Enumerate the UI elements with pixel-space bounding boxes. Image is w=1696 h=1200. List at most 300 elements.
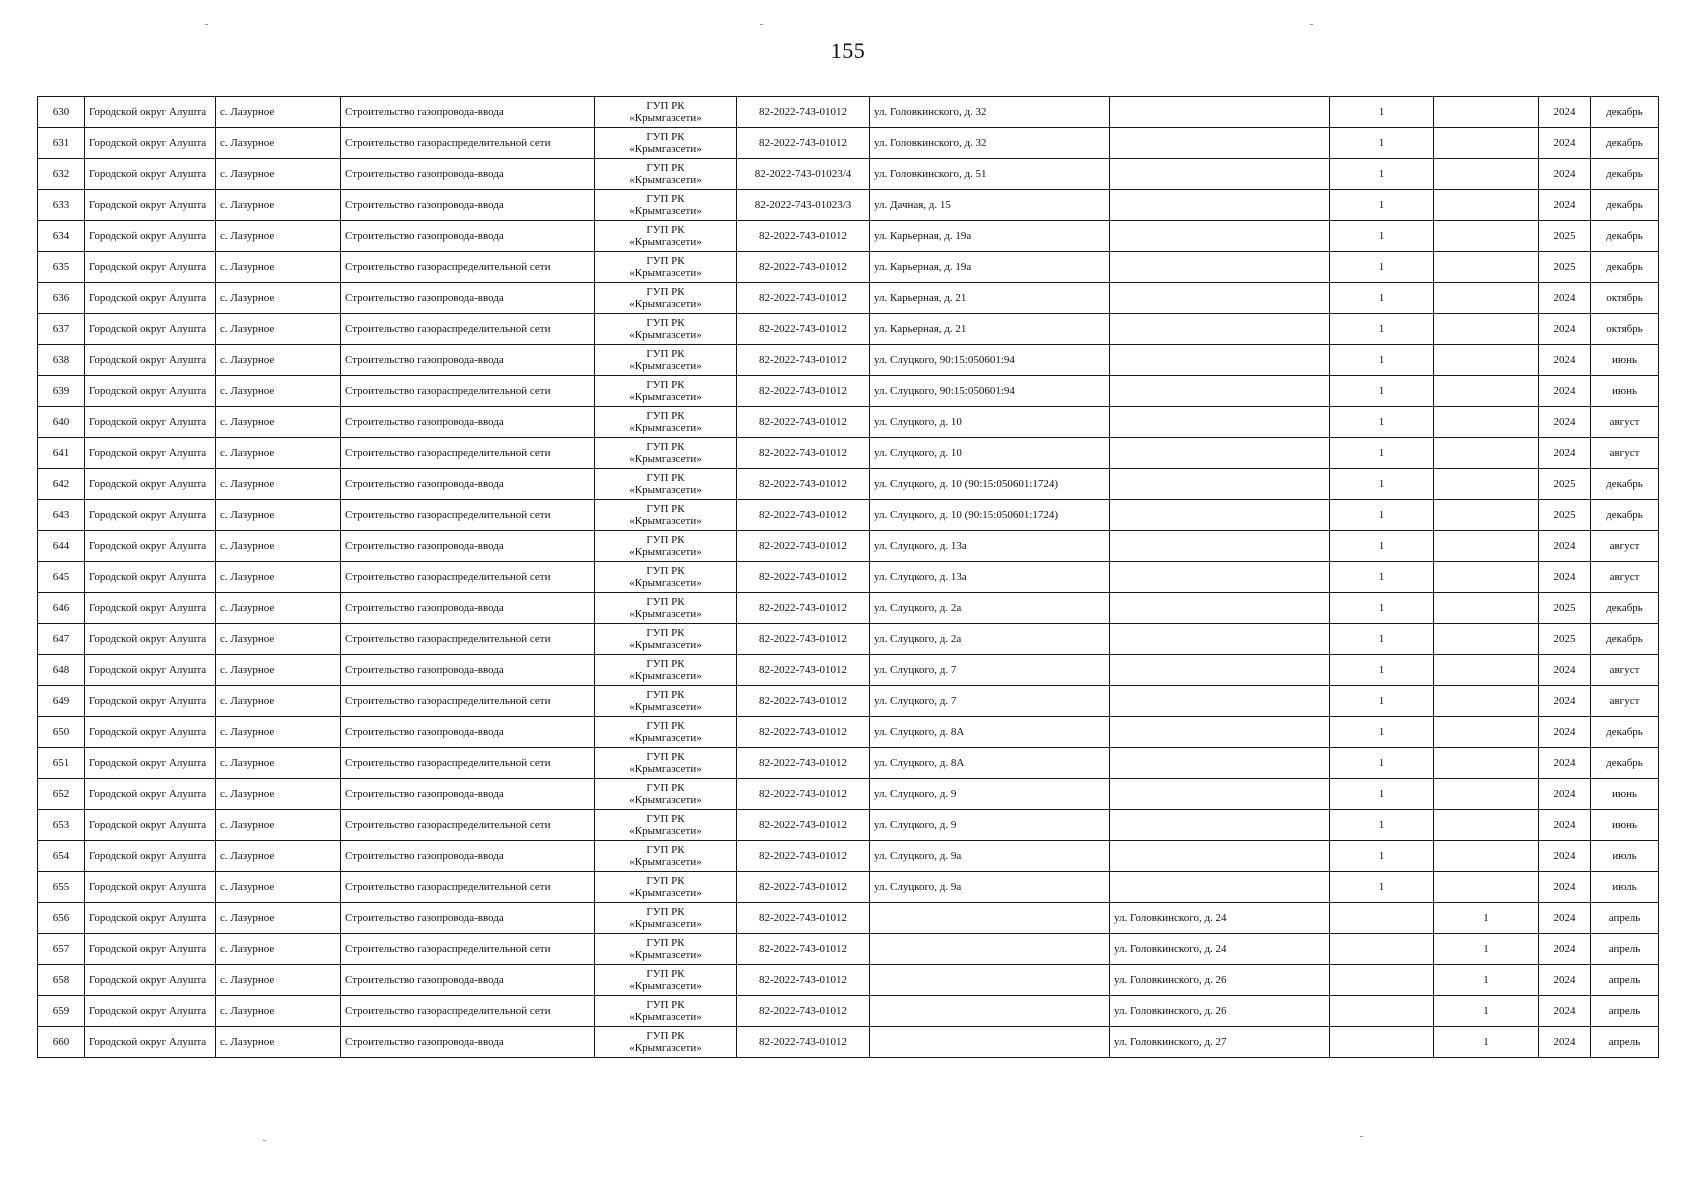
table-row bbox=[38, 903, 1659, 934]
quantity-cell: 1 bbox=[1330, 252, 1434, 283]
work-type-cell: Строительство газопровода-ввода bbox=[341, 221, 595, 252]
quantity-cell: 1 bbox=[1330, 624, 1434, 655]
address-cell: ул. Слуцкого, д. 10 bbox=[870, 438, 1110, 469]
organization-line-1: ГУП РК bbox=[646, 410, 685, 422]
row-number: 630 bbox=[38, 97, 85, 128]
quantity-alt-cell bbox=[1434, 128, 1539, 159]
quantity-cell bbox=[1330, 996, 1434, 1027]
quantity-cell: 1 bbox=[1330, 562, 1434, 593]
organization-cell bbox=[595, 500, 737, 531]
code-cell: 82-2022-743-01012 bbox=[737, 624, 870, 655]
code-cell: 82-2022-743-01012 bbox=[737, 748, 870, 779]
code-cell: 82-2022-743-01012 bbox=[737, 810, 870, 841]
organization-line-2: «Крымгазсети» bbox=[629, 701, 702, 713]
address-alt-cell: ул. Головкинского, д. 24 bbox=[1110, 934, 1330, 965]
organization-line-1: ГУП РК bbox=[646, 875, 685, 887]
work-type-cell: Строительство газопровода-ввода bbox=[341, 469, 595, 500]
organization-cell bbox=[595, 376, 737, 407]
address-cell bbox=[870, 903, 1110, 934]
work-type-cell: Строительство газораспределительной сети bbox=[341, 314, 595, 345]
quantity-cell: 1 bbox=[1330, 438, 1434, 469]
settlement-cell: с. Лазурное bbox=[216, 965, 341, 996]
quantity-alt-cell bbox=[1434, 655, 1539, 686]
work-type-cell: Строительство газораспределительной сети bbox=[341, 810, 595, 841]
quantity-cell bbox=[1330, 934, 1434, 965]
municipality-cell: Городской округ Алушта bbox=[85, 717, 216, 748]
organization-line-1: ГУП РК bbox=[646, 751, 685, 763]
year-cell: 2024 bbox=[1539, 779, 1591, 810]
organization-line-2: «Крымгазсети» bbox=[629, 112, 702, 124]
quantity-alt-cell bbox=[1434, 469, 1539, 500]
code-cell: 82-2022-743-01012 bbox=[737, 562, 870, 593]
organization-line-2: «Крымгазсети» bbox=[629, 980, 702, 992]
organization-line-2: «Крымгазсети» bbox=[629, 236, 702, 248]
quantity-cell: 1 bbox=[1330, 190, 1434, 221]
work-type-cell: Строительство газопровода-ввода bbox=[341, 965, 595, 996]
address-alt-cell bbox=[1110, 872, 1330, 903]
quantity-alt-cell bbox=[1434, 221, 1539, 252]
row-number: 647 bbox=[38, 624, 85, 655]
month-cell: июль bbox=[1591, 841, 1659, 872]
year-cell: 2024 bbox=[1539, 1027, 1591, 1058]
address-cell: ул. Слуцкого, д. 9 bbox=[870, 810, 1110, 841]
quantity-alt-cell bbox=[1434, 438, 1539, 469]
organization-line-1: ГУП РК bbox=[646, 844, 685, 856]
table-row bbox=[38, 531, 1659, 562]
address-alt-cell bbox=[1110, 593, 1330, 624]
organization-line-2: «Крымгазсети» bbox=[629, 794, 702, 806]
year-cell: 2024 bbox=[1539, 655, 1591, 686]
organization-line-2: «Крымгазсети» bbox=[629, 298, 702, 310]
table-row bbox=[38, 252, 1659, 283]
organization-line-1: ГУП РК bbox=[646, 503, 685, 515]
code-cell: 82-2022-743-01012 bbox=[737, 345, 870, 376]
address-alt-cell bbox=[1110, 97, 1330, 128]
table-row bbox=[38, 655, 1659, 686]
month-cell: июнь bbox=[1591, 376, 1659, 407]
table-row bbox=[38, 841, 1659, 872]
year-cell: 2025 bbox=[1539, 469, 1591, 500]
table-body bbox=[38, 97, 1659, 1058]
address-cell: ул. Карьерная, д. 19а bbox=[870, 252, 1110, 283]
address-alt-cell bbox=[1110, 810, 1330, 841]
organization-line-1: ГУП РК bbox=[646, 131, 685, 143]
organization-line-2: «Крымгазсети» bbox=[629, 1042, 702, 1054]
code-cell: 82-2022-743-01023/4 bbox=[737, 159, 870, 190]
quantity-alt-cell bbox=[1434, 562, 1539, 593]
municipality-cell: Городской округ Алушта bbox=[85, 128, 216, 159]
organization-line-1: ГУП РК bbox=[646, 999, 685, 1011]
organization-line-1: ГУП РК bbox=[646, 596, 685, 608]
year-cell: 2024 bbox=[1539, 934, 1591, 965]
address-alt-cell bbox=[1110, 779, 1330, 810]
year-cell: 2025 bbox=[1539, 593, 1591, 624]
month-cell: декабрь bbox=[1591, 159, 1659, 190]
municipality-cell: Городской округ Алушта bbox=[85, 97, 216, 128]
quantity-alt-cell bbox=[1434, 159, 1539, 190]
organization-cell bbox=[595, 903, 737, 934]
code-cell: 82-2022-743-01012 bbox=[737, 438, 870, 469]
row-number: 659 bbox=[38, 996, 85, 1027]
month-cell: декабрь bbox=[1591, 593, 1659, 624]
address-cell: ул. Карьерная, д. 21 bbox=[870, 283, 1110, 314]
organization-line-1: ГУП РК bbox=[646, 534, 685, 546]
quantity-alt-cell: 1 bbox=[1434, 996, 1539, 1027]
month-cell: декабрь bbox=[1591, 97, 1659, 128]
address-alt-cell bbox=[1110, 531, 1330, 562]
month-cell: июнь bbox=[1591, 810, 1659, 841]
organization-line-2: «Крымгазсети» bbox=[629, 608, 702, 620]
address-alt-cell bbox=[1110, 159, 1330, 190]
organization-line-1: ГУП РК bbox=[646, 782, 685, 794]
year-cell: 2024 bbox=[1539, 903, 1591, 934]
organization-cell bbox=[595, 655, 737, 686]
code-cell: 82-2022-743-01012 bbox=[737, 872, 870, 903]
year-cell: 2024 bbox=[1539, 562, 1591, 593]
organization-cell bbox=[595, 872, 737, 903]
municipality-cell: Городской округ Алушта bbox=[85, 686, 216, 717]
year-cell: 2024 bbox=[1539, 345, 1591, 376]
address-cell: ул. Слуцкого, д. 9а bbox=[870, 841, 1110, 872]
settlement-cell: с. Лазурное bbox=[216, 531, 341, 562]
municipality-cell: Городской округ Алушта bbox=[85, 593, 216, 624]
organization-line-2: «Крымгазсети» bbox=[629, 856, 702, 868]
code-cell: 82-2022-743-01012 bbox=[737, 531, 870, 562]
address-cell: ул. Карьерная, д. 21 bbox=[870, 314, 1110, 345]
table-row bbox=[38, 159, 1659, 190]
organization-line-2: «Крымгазсети» bbox=[629, 825, 702, 837]
table-row bbox=[38, 438, 1659, 469]
scan-speck bbox=[205, 24, 208, 25]
organization-cell bbox=[595, 965, 737, 996]
address-alt-cell bbox=[1110, 345, 1330, 376]
work-type-cell: Строительство газораспределительной сети bbox=[341, 438, 595, 469]
work-type-cell: Строительство газопровода-ввода bbox=[341, 717, 595, 748]
quantity-cell: 1 bbox=[1330, 314, 1434, 345]
quantity-cell: 1 bbox=[1330, 500, 1434, 531]
address-alt-cell bbox=[1110, 655, 1330, 686]
code-cell: 82-2022-743-01012 bbox=[737, 841, 870, 872]
table-row bbox=[38, 500, 1659, 531]
quantity-alt-cell: 1 bbox=[1434, 903, 1539, 934]
quantity-alt-cell bbox=[1434, 500, 1539, 531]
address-alt-cell bbox=[1110, 314, 1330, 345]
address-alt-cell bbox=[1110, 376, 1330, 407]
month-cell: апрель bbox=[1591, 996, 1659, 1027]
settlement-cell: с. Лазурное bbox=[216, 376, 341, 407]
municipality-cell: Городской округ Алушта bbox=[85, 190, 216, 221]
address-alt-cell bbox=[1110, 190, 1330, 221]
year-cell: 2025 bbox=[1539, 252, 1591, 283]
address-cell: ул. Головкинского, д. 32 bbox=[870, 128, 1110, 159]
quantity-alt-cell bbox=[1434, 779, 1539, 810]
row-number: 638 bbox=[38, 345, 85, 376]
organization-line-1: ГУП РК bbox=[646, 627, 685, 639]
municipality-cell: Городской округ Алушта bbox=[85, 500, 216, 531]
organization-cell bbox=[595, 1027, 737, 1058]
table-row bbox=[38, 872, 1659, 903]
organization-cell bbox=[595, 996, 737, 1027]
year-cell: 2024 bbox=[1539, 531, 1591, 562]
organization-line-1: ГУП РК bbox=[646, 224, 685, 236]
address-alt-cell bbox=[1110, 624, 1330, 655]
table-row bbox=[38, 779, 1659, 810]
quantity-alt-cell bbox=[1434, 376, 1539, 407]
municipality-cell: Городской округ Алушта bbox=[85, 655, 216, 686]
settlement-cell: с. Лазурное bbox=[216, 190, 341, 221]
address-alt-cell bbox=[1110, 686, 1330, 717]
table-row bbox=[38, 345, 1659, 376]
year-cell: 2024 bbox=[1539, 407, 1591, 438]
quantity-cell: 1 bbox=[1330, 686, 1434, 717]
organization-cell bbox=[595, 779, 737, 810]
quantity-cell: 1 bbox=[1330, 717, 1434, 748]
work-type-cell: Строительство газораспределительной сети bbox=[341, 252, 595, 283]
municipality-cell: Городской округ Алушта bbox=[85, 283, 216, 314]
work-type-cell: Строительство газораспределительной сети bbox=[341, 934, 595, 965]
organization-cell bbox=[595, 624, 737, 655]
table-row bbox=[38, 593, 1659, 624]
organization-line-1: ГУП РК bbox=[646, 255, 685, 267]
address-alt-cell bbox=[1110, 717, 1330, 748]
organization-line-1: ГУП РК bbox=[646, 472, 685, 484]
address-cell: ул. Слуцкого, д. 9 bbox=[870, 779, 1110, 810]
month-cell: август bbox=[1591, 531, 1659, 562]
row-number: 645 bbox=[38, 562, 85, 593]
row-number: 650 bbox=[38, 717, 85, 748]
organization-line-2: «Крымгазсети» bbox=[629, 577, 702, 589]
month-cell: апрель bbox=[1591, 903, 1659, 934]
row-number: 655 bbox=[38, 872, 85, 903]
organization-line-2: «Крымгазсети» bbox=[629, 422, 702, 434]
table-row bbox=[38, 624, 1659, 655]
organization-cell bbox=[595, 562, 737, 593]
row-number: 656 bbox=[38, 903, 85, 934]
address-alt-cell bbox=[1110, 841, 1330, 872]
row-number: 639 bbox=[38, 376, 85, 407]
work-type-cell: Строительство газопровода-ввода bbox=[341, 655, 595, 686]
month-cell: август bbox=[1591, 686, 1659, 717]
work-type-cell: Строительство газопровода-ввода bbox=[341, 190, 595, 221]
row-number: 641 bbox=[38, 438, 85, 469]
municipality-cell: Городской округ Алушта bbox=[85, 841, 216, 872]
quantity-alt-cell bbox=[1434, 872, 1539, 903]
address-cell: ул. Слуцкого, 90:15:050601:94 bbox=[870, 345, 1110, 376]
organization-cell bbox=[595, 748, 737, 779]
municipality-cell: Городской округ Алушта bbox=[85, 934, 216, 965]
settlement-cell: с. Лазурное bbox=[216, 469, 341, 500]
code-cell: 82-2022-743-01012 bbox=[737, 903, 870, 934]
address-alt-cell bbox=[1110, 407, 1330, 438]
organization-cell bbox=[595, 97, 737, 128]
address-cell bbox=[870, 934, 1110, 965]
settlement-cell: с. Лазурное bbox=[216, 624, 341, 655]
year-cell: 2024 bbox=[1539, 717, 1591, 748]
address-alt-cell bbox=[1110, 500, 1330, 531]
row-number: 651 bbox=[38, 748, 85, 779]
quantity-alt-cell bbox=[1434, 748, 1539, 779]
table-row bbox=[38, 996, 1659, 1027]
organization-line-1: ГУП РК bbox=[646, 565, 685, 577]
table-row bbox=[38, 965, 1659, 996]
work-type-cell: Строительство газопровода-ввода bbox=[341, 407, 595, 438]
month-cell: декабрь bbox=[1591, 717, 1659, 748]
organization-line-2: «Крымгазсети» bbox=[629, 732, 702, 744]
code-cell: 82-2022-743-01012 bbox=[737, 965, 870, 996]
quantity-cell: 1 bbox=[1330, 283, 1434, 314]
organization-cell bbox=[595, 810, 737, 841]
quantity-cell: 1 bbox=[1330, 221, 1434, 252]
address-alt-cell bbox=[1110, 128, 1330, 159]
month-cell: апрель bbox=[1591, 934, 1659, 965]
quantity-cell: 1 bbox=[1330, 531, 1434, 562]
settlement-cell: с. Лазурное bbox=[216, 252, 341, 283]
month-cell: август bbox=[1591, 407, 1659, 438]
code-cell: 82-2022-743-01012 bbox=[737, 779, 870, 810]
address-alt-cell: ул. Головкинского, д. 26 bbox=[1110, 965, 1330, 996]
work-type-cell: Строительство газопровода-ввода bbox=[341, 779, 595, 810]
year-cell: 2024 bbox=[1539, 438, 1591, 469]
code-cell: 82-2022-743-01012 bbox=[737, 314, 870, 345]
quantity-alt-cell bbox=[1434, 97, 1539, 128]
table-row bbox=[38, 1027, 1659, 1058]
organization-cell bbox=[595, 345, 737, 376]
quantity-cell: 1 bbox=[1330, 159, 1434, 190]
year-cell: 2024 bbox=[1539, 748, 1591, 779]
organization-cell bbox=[595, 283, 737, 314]
quantity-alt-cell: 1 bbox=[1434, 965, 1539, 996]
address-cell: ул. Слуцкого, д. 10 (90:15:050601:1724) bbox=[870, 500, 1110, 531]
settlement-cell: с. Лазурное bbox=[216, 221, 341, 252]
row-number: 652 bbox=[38, 779, 85, 810]
address-cell bbox=[870, 996, 1110, 1027]
organization-line-2: «Крымгазсети» bbox=[629, 360, 702, 372]
code-cell: 82-2022-743-01012 bbox=[737, 376, 870, 407]
municipality-cell: Городской округ Алушта bbox=[85, 345, 216, 376]
work-type-cell: Строительство газораспределительной сети bbox=[341, 686, 595, 717]
organization-line-2: «Крымгазсети» bbox=[629, 949, 702, 961]
settlement-cell: с. Лазурное bbox=[216, 500, 341, 531]
organization-line-2: «Крымгазсети» bbox=[629, 484, 702, 496]
year-cell: 2024 bbox=[1539, 686, 1591, 717]
organization-line-2: «Крымгазсети» bbox=[629, 670, 702, 682]
year-cell: 2024 bbox=[1539, 376, 1591, 407]
municipality-cell: Городской округ Алушта bbox=[85, 996, 216, 1027]
code-cell: 82-2022-743-01012 bbox=[737, 407, 870, 438]
municipality-cell: Городской округ Алушта bbox=[85, 562, 216, 593]
organization-cell bbox=[595, 717, 737, 748]
year-cell: 2024 bbox=[1539, 97, 1591, 128]
settlement-cell: с. Лазурное bbox=[216, 314, 341, 345]
organization-line-2: «Крымгазсети» bbox=[629, 763, 702, 775]
address-cell: ул. Слуцкого, д. 10 bbox=[870, 407, 1110, 438]
organization-cell bbox=[595, 469, 737, 500]
year-cell: 2024 bbox=[1539, 314, 1591, 345]
year-cell: 2025 bbox=[1539, 221, 1591, 252]
organization-cell bbox=[595, 593, 737, 624]
quantity-alt-cell bbox=[1434, 686, 1539, 717]
quantity-alt-cell bbox=[1434, 624, 1539, 655]
work-type-cell: Строительство газопровода-ввода bbox=[341, 159, 595, 190]
settlement-cell: с. Лазурное bbox=[216, 810, 341, 841]
month-cell: октябрь bbox=[1591, 283, 1659, 314]
month-cell: декабрь bbox=[1591, 500, 1659, 531]
organization-line-2: «Крымгазсети» bbox=[629, 205, 702, 217]
code-cell: 82-2022-743-01012 bbox=[737, 593, 870, 624]
month-cell: апрель bbox=[1591, 1027, 1659, 1058]
organization-line-2: «Крымгазсети» bbox=[629, 174, 702, 186]
municipality-cell: Городской округ Алушта bbox=[85, 624, 216, 655]
address-cell bbox=[870, 1027, 1110, 1058]
address-cell: ул. Головкинского, д. 51 bbox=[870, 159, 1110, 190]
month-cell: август bbox=[1591, 438, 1659, 469]
settlement-cell: с. Лазурное bbox=[216, 345, 341, 376]
municipality-cell: Городской округ Алушта bbox=[85, 469, 216, 500]
work-type-cell: Строительство газораспределительной сети bbox=[341, 128, 595, 159]
municipality-cell: Городской округ Алушта bbox=[85, 438, 216, 469]
scan-speck bbox=[1310, 24, 1313, 25]
municipality-cell: Городской округ Алушта bbox=[85, 965, 216, 996]
settlement-cell: с. Лазурное bbox=[216, 686, 341, 717]
organization-line-2: «Крымгазсети» bbox=[629, 918, 702, 930]
municipality-cell: Городской округ Алушта bbox=[85, 252, 216, 283]
address-alt-cell: ул. Головкинского, д. 26 bbox=[1110, 996, 1330, 1027]
work-type-cell: Строительство газораспределительной сети bbox=[341, 562, 595, 593]
work-type-cell: Строительство газораспределительной сети bbox=[341, 872, 595, 903]
quantity-alt-cell bbox=[1434, 283, 1539, 314]
table-row bbox=[38, 314, 1659, 345]
organization-line-1: ГУП РК bbox=[646, 441, 685, 453]
address-cell: ул. Слуцкого, д. 13а bbox=[870, 562, 1110, 593]
address-alt-cell bbox=[1110, 562, 1330, 593]
work-type-cell: Строительство газораспределительной сети bbox=[341, 376, 595, 407]
quantity-alt-cell bbox=[1434, 407, 1539, 438]
organization-line-1: ГУП РК bbox=[646, 658, 685, 670]
work-type-cell: Строительство газораспределительной сети bbox=[341, 996, 595, 1027]
municipality-cell: Городской округ Алушта bbox=[85, 779, 216, 810]
organization-line-1: ГУП РК bbox=[646, 689, 685, 701]
settlement-cell: с. Лазурное bbox=[216, 779, 341, 810]
scan-speck bbox=[760, 24, 763, 25]
month-cell: декабрь bbox=[1591, 252, 1659, 283]
address-alt-cell bbox=[1110, 252, 1330, 283]
municipality-cell: Городской округ Алушта bbox=[85, 221, 216, 252]
code-cell: 82-2022-743-01012 bbox=[737, 1027, 870, 1058]
organization-line-2: «Крымгазсети» bbox=[629, 267, 702, 279]
address-cell bbox=[870, 965, 1110, 996]
table-row bbox=[38, 376, 1659, 407]
code-cell: 82-2022-743-01012 bbox=[737, 283, 870, 314]
address-cell: ул. Карьерная, д. 19а bbox=[870, 221, 1110, 252]
table-row bbox=[38, 748, 1659, 779]
settlement-cell: с. Лазурное bbox=[216, 748, 341, 779]
address-cell: ул. Слуцкого, д. 8А bbox=[870, 748, 1110, 779]
organization-line-2: «Крымгазсети» bbox=[629, 887, 702, 899]
quantity-alt-cell bbox=[1434, 314, 1539, 345]
row-number: 657 bbox=[38, 934, 85, 965]
address-cell: ул. Головкинского, д. 32 bbox=[870, 97, 1110, 128]
data-table bbox=[37, 96, 1659, 1058]
quantity-cell bbox=[1330, 903, 1434, 934]
work-type-cell: Строительство газораспределительной сети bbox=[341, 500, 595, 531]
month-cell: декабрь bbox=[1591, 469, 1659, 500]
month-cell: октябрь bbox=[1591, 314, 1659, 345]
row-number: 644 bbox=[38, 531, 85, 562]
year-cell: 2024 bbox=[1539, 190, 1591, 221]
settlement-cell: с. Лазурное bbox=[216, 903, 341, 934]
row-number: 632 bbox=[38, 159, 85, 190]
organization-line-1: ГУП РК bbox=[646, 968, 685, 980]
